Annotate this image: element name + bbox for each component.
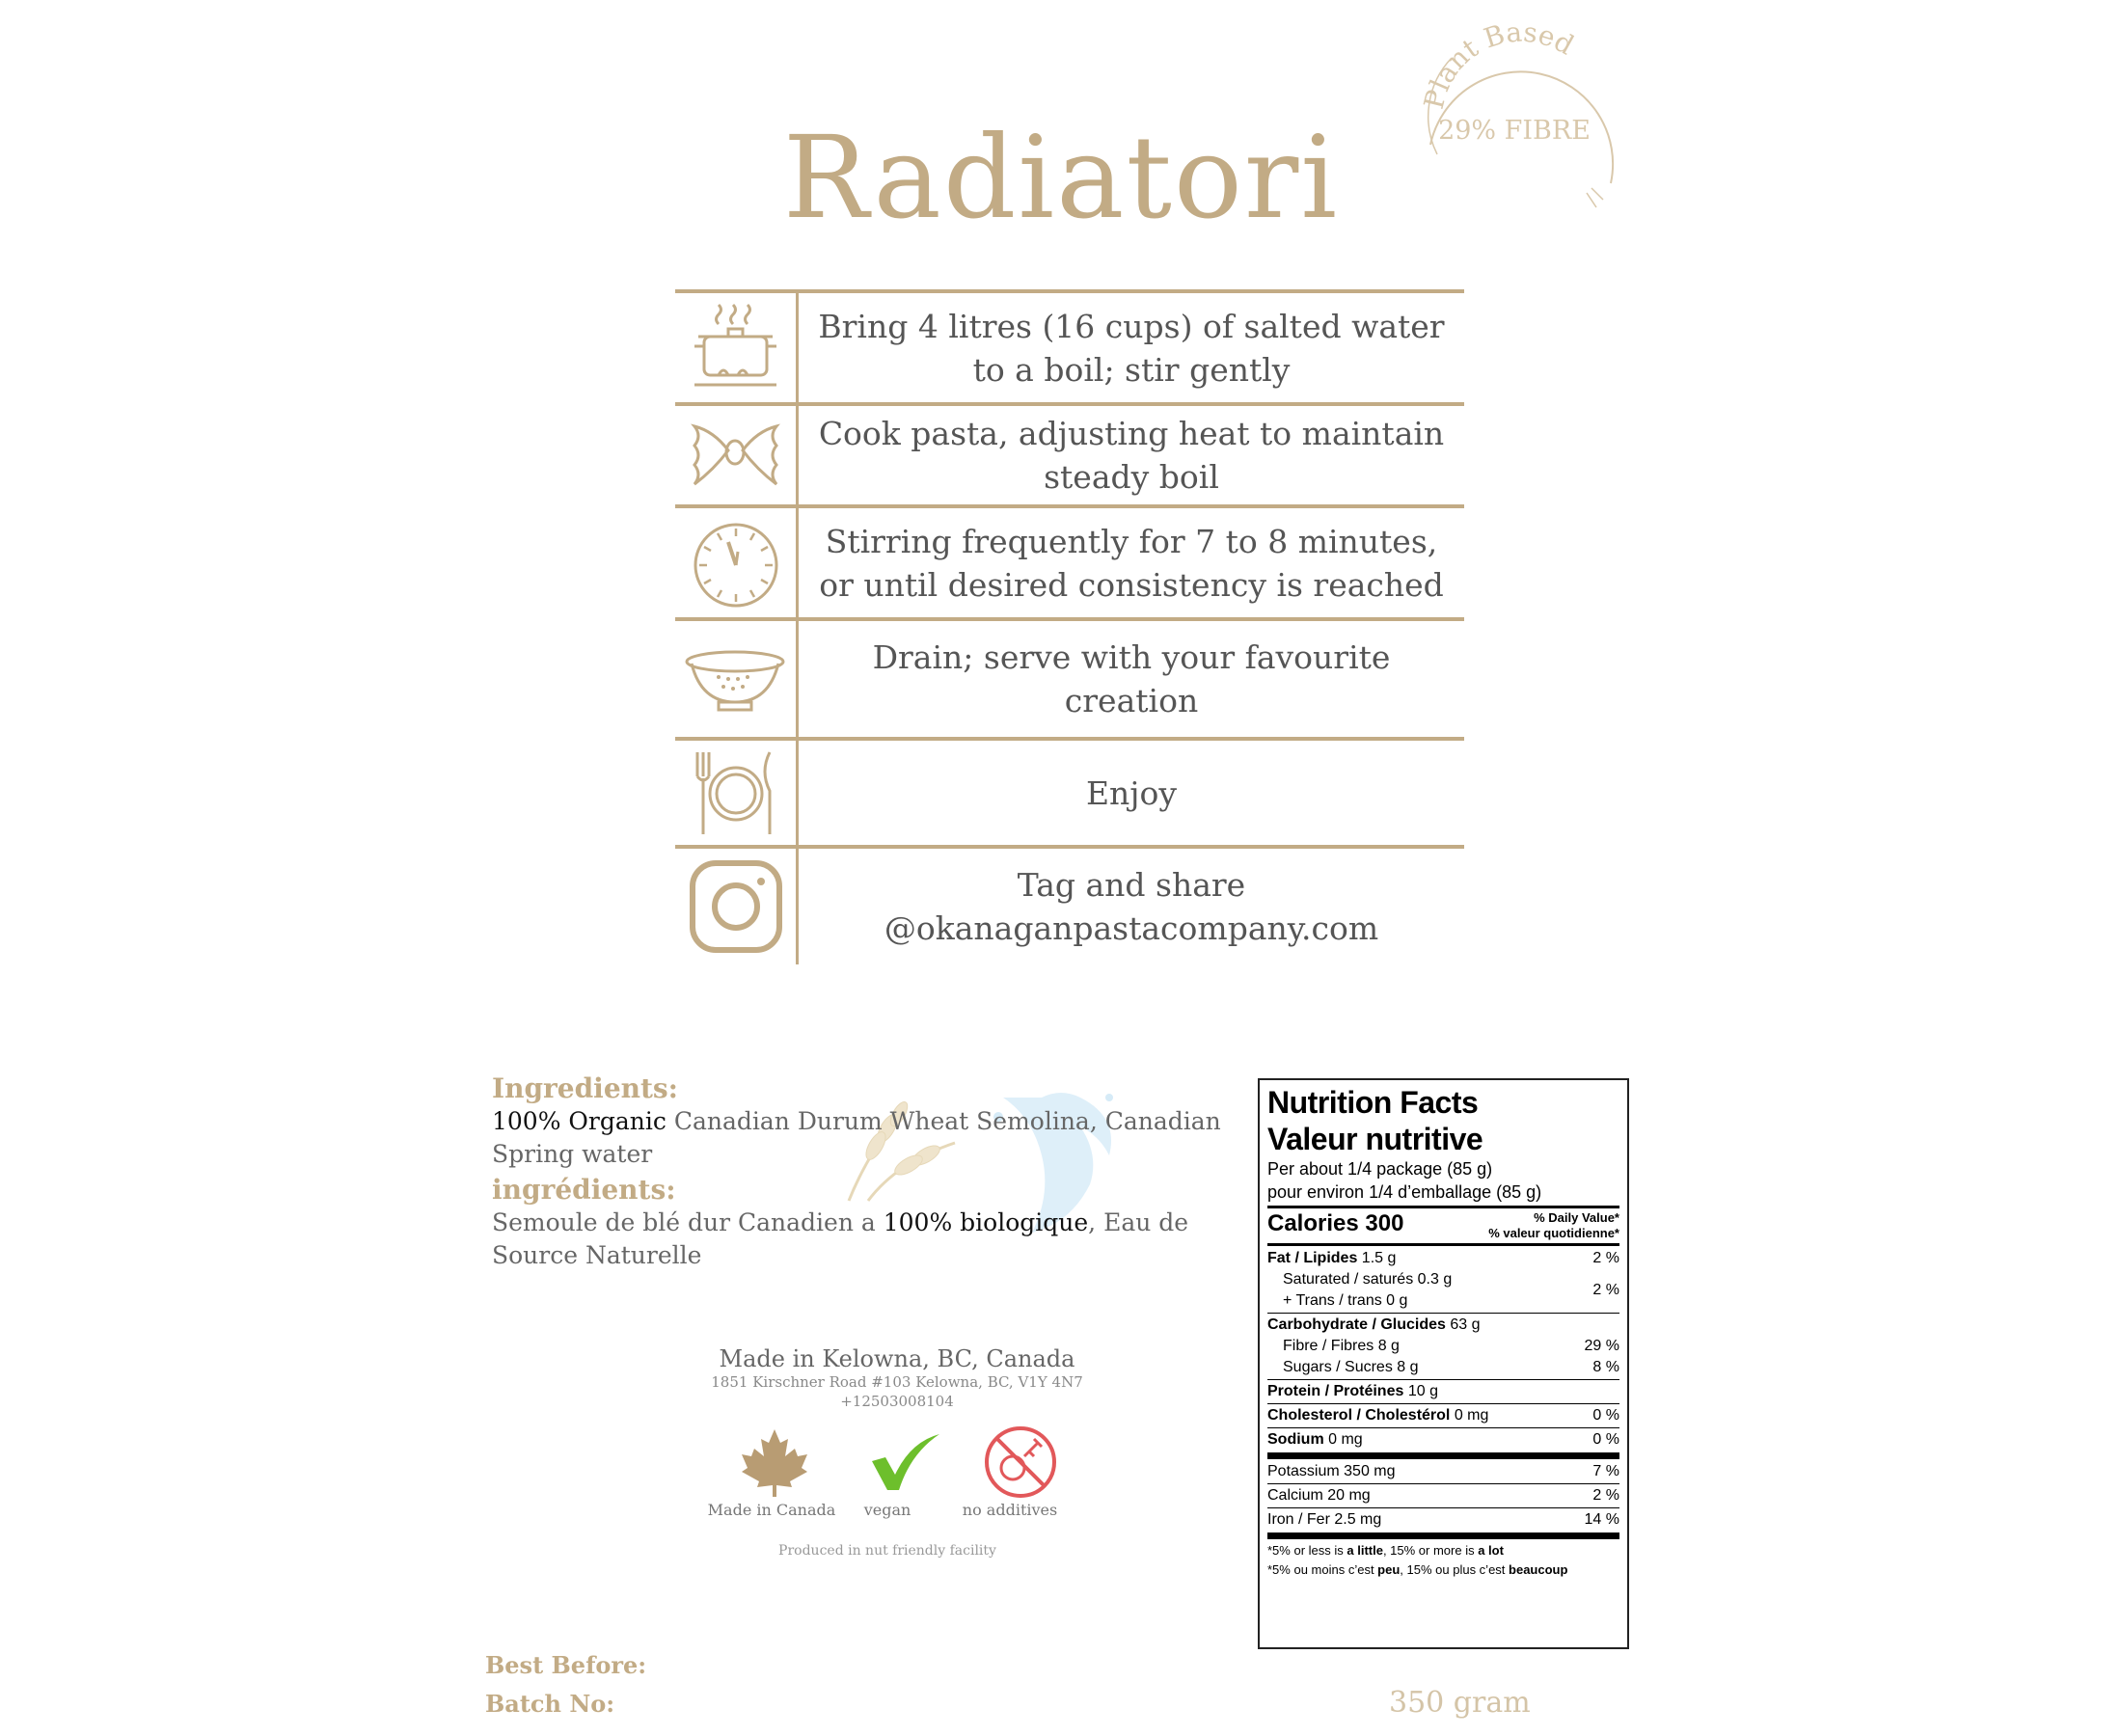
- maple-leaf-icon: [741, 1427, 808, 1497]
- badge-label: Made in Canada: [707, 1501, 836, 1519]
- net-weight: 350 gram: [1389, 1686, 1531, 1720]
- nutrient-row: Fibre / Fibres 8 g 29 %: [1283, 1338, 1619, 1354]
- nutrient-row: Sodium 0 mg 0 %: [1267, 1431, 1619, 1448]
- step-text: Enjoy: [1085, 773, 1178, 812]
- checkmark-icon: [868, 1432, 943, 1492]
- serving-fr: pour environ 1/4 d’emballage (85 g): [1267, 1182, 1542, 1202]
- ingredients-en-bold: 100% Organic: [492, 1107, 667, 1135]
- no-additives-icon: [982, 1424, 1059, 1501]
- ingredients-en-rest: Canadian Durum Wheat Semolina, Canadian Spring water: [492, 1107, 1221, 1168]
- step-text: Bring 4 litres (16 cups) of salted water to a boil; stir gently: [818, 307, 1445, 389]
- serving-en: Per about 1/4 package (85 g): [1267, 1159, 1493, 1179]
- nutrition-facts-table: [1258, 1078, 1629, 1649]
- step-text: Drain; serve with your favourite creation: [872, 638, 1391, 719]
- ingredients-fr-bold: 100% biologique: [883, 1208, 1089, 1236]
- nutrition-title-en: Nutrition Facts: [1267, 1085, 1479, 1120]
- batch-number-label: Batch No:: [485, 1690, 615, 1718]
- made-in-block: [559, 1345, 1235, 1411]
- ingredients-fr: [492, 1207, 1264, 1272]
- ingredients-heading: Ingredients:: [492, 1072, 679, 1104]
- step-row: [675, 617, 1464, 737]
- svg-text:Plant Based: [1418, 16, 1580, 113]
- ingredients-fr-post: , Eau de Source Naturelle: [492, 1208, 1189, 1269]
- nutrient-row: Protein / Protéines 10 g: [1267, 1383, 1438, 1399]
- nutrient-row: Potassium 350 mg 7 %: [1267, 1463, 1619, 1479]
- clock-icon: [675, 508, 799, 617]
- nut-friendly-note: Produced in nut friendly facility: [778, 1543, 996, 1559]
- calories-label: Calories 300: [1267, 1210, 1404, 1236]
- made-in-title: Made in Kelowna, BC, Canada: [719, 1345, 1075, 1372]
- dv-en: % Daily Value*: [1534, 1210, 1619, 1225]
- colander-icon: [675, 621, 799, 737]
- best-before-label: Best Before:: [485, 1651, 647, 1679]
- step-row: [675, 737, 1464, 845]
- cooking-pot-icon: [675, 293, 799, 402]
- plant-based-stamp: [1394, 0, 1654, 222]
- step-text: Tag and share @okanaganpastacompany.com: [884, 866, 1379, 947]
- step-text: Stirring frequently for 7 to 8 minutes, or until desired consistency is reached: [819, 522, 1444, 604]
- nutrient-row: Carbohydrate / Glucides 63 g: [1267, 1316, 1481, 1333]
- phone: +12503008104: [840, 1393, 954, 1410]
- badge-label: no additives: [962, 1501, 1058, 1519]
- step-row: [675, 289, 1464, 402]
- step-text: Cook pasta, adjusting heat to maintain steady boil: [818, 415, 1445, 496]
- instagram-icon: [675, 849, 799, 964]
- footnote-en: *5% or less is a little, 15% or more is a lot: [1267, 1543, 1504, 1558]
- nutrient-row: Iron / Fer 2.5 mg 14 %: [1267, 1511, 1619, 1528]
- footnote-fr: *5% ou moins c’est peu, 15% ou plus c’est beaucoup: [1267, 1562, 1568, 1577]
- calories-row: [1267, 1210, 1619, 1241]
- plate-cutlery-icon: [675, 741, 799, 845]
- step-row: [675, 402, 1464, 504]
- step-row: [675, 845, 1464, 964]
- stamp-top-text: Plant Based: [1417, 15, 1580, 113]
- step-row: [675, 504, 1464, 617]
- nutrient-row: Cholesterol / Cholestérol 0 mg 0 %: [1267, 1407, 1619, 1424]
- nutrient-row: Sugars / Sucres 8 g 8 %: [1283, 1359, 1619, 1375]
- badge-label: vegan: [863, 1501, 911, 1519]
- ingredients-en: [492, 1105, 1244, 1171]
- nutrient-row: Calcium 20 mg 2 %: [1267, 1487, 1619, 1504]
- ingredients-heading-fr: ingrédients:: [492, 1174, 676, 1206]
- product-title: Radiatori: [782, 111, 1340, 244]
- dv-fr: % valeur quotidienne*: [1488, 1226, 1619, 1240]
- stamp-fibre-text: 29% FIBRE: [1438, 116, 1591, 146]
- nutrient-row: Saturated / saturés 0.3 g + Trans / trans 0 g 2 %: [1283, 1271, 1619, 1309]
- address: 1851 Kirschner Road #103 Kelowna, BC, V1Y 4N7: [711, 1373, 1083, 1391]
- nutrition-title-fr: Valeur nutritive: [1267, 1122, 1483, 1156]
- cooking-steps: [675, 289, 1464, 964]
- ingredients-fr-pre: Semoule de blé dur Canadien a: [492, 1208, 884, 1236]
- nutrient-row: Fat / Lipides 1.5 g 2 %: [1267, 1250, 1619, 1266]
- bowtie-pasta-icon: [675, 406, 799, 504]
